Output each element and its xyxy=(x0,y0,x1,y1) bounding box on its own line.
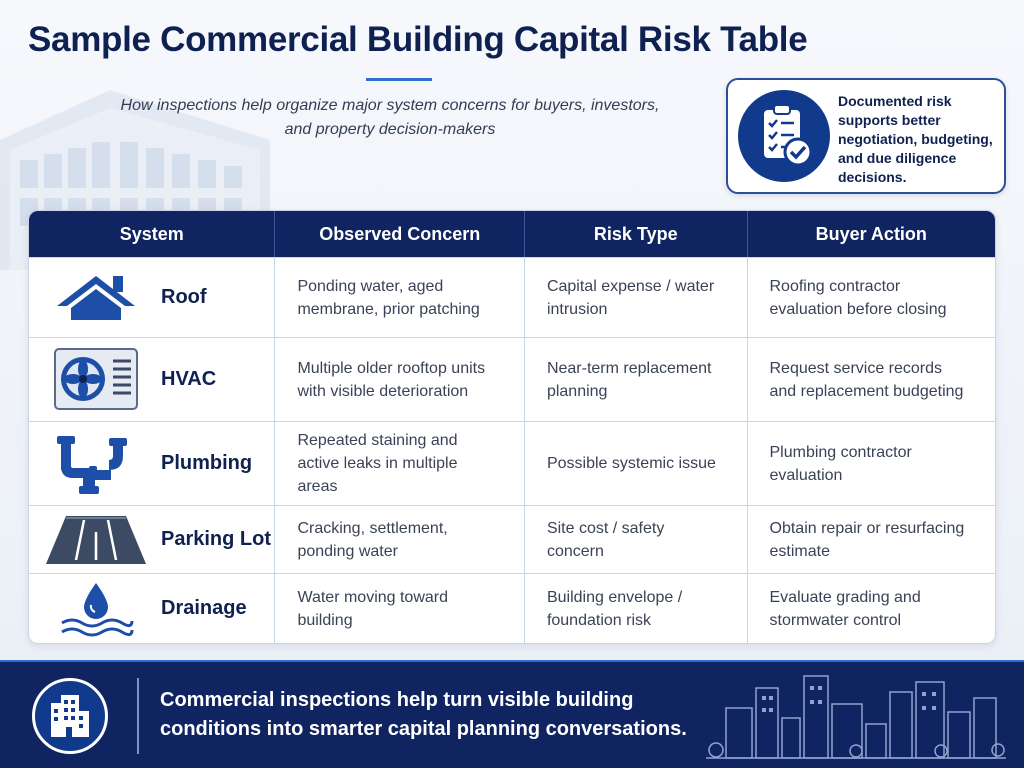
clipboard-checklist-icon xyxy=(738,90,830,182)
table-row xyxy=(29,337,995,421)
parking-lot-icon xyxy=(41,508,151,572)
table-row xyxy=(29,421,995,505)
header-observed-concern: Observed Concern xyxy=(275,211,524,257)
table-row xyxy=(29,573,995,643)
observed-concern: Repeated staining and active leaks in multiple areas xyxy=(275,422,525,505)
header-system: System xyxy=(29,211,275,257)
page-title: Sample Commercial Building Capital Risk Table xyxy=(28,20,808,59)
footer-banner xyxy=(0,660,1024,768)
title-underline xyxy=(366,78,432,81)
table-row xyxy=(29,257,995,337)
system-name: Roof xyxy=(161,286,207,308)
system-name: HVAC xyxy=(161,368,217,390)
observed-concern: Water moving toward building xyxy=(275,574,525,643)
roof-icon xyxy=(41,266,151,330)
hvac-unit-icon xyxy=(41,348,151,412)
risk-type: Near-term replacement planning xyxy=(525,338,748,421)
system-name: Parking Lot xyxy=(161,528,272,550)
city-skyline-icon xyxy=(706,668,1006,766)
observed-concern: Ponding water, aged membrane, prior patching xyxy=(275,258,525,337)
observed-concern: Multiple older rooftop units with visible deterioration xyxy=(275,338,525,421)
header-buyer-action: Buyer Action xyxy=(815,223,927,244)
risk-type: Capital expense / water intrusion xyxy=(525,258,748,337)
footer-text: Commercial inspections help turn visible building conditions into smarter capital planning conversations. xyxy=(160,689,687,740)
risk-type: Building envelope / foundation risk xyxy=(525,574,748,643)
footer-divider xyxy=(137,678,139,754)
header-risk-type: Risk Type xyxy=(525,211,748,257)
water-drop-icon xyxy=(41,577,151,641)
page-subtitle: How inspections help organize major system concerns for buyers, investors, and property decision-makers xyxy=(120,97,660,138)
system-name: Plumbing xyxy=(161,452,253,474)
system-name: Drainage xyxy=(161,597,247,619)
buyer-action: Request service records and replacement budgeting xyxy=(769,359,964,400)
pipe-icon xyxy=(41,432,151,496)
callout-box xyxy=(726,78,1006,194)
buyer-action: Plumbing contractor evaluation xyxy=(769,443,912,484)
buyer-action: Roofing contractor evaluation before closing xyxy=(769,277,947,318)
risk-type: Site cost / safety concern xyxy=(525,506,748,573)
risk-type: Possible systemic issue xyxy=(525,422,748,505)
risk-table xyxy=(28,210,996,644)
office-building-icon xyxy=(32,678,108,754)
observed-concern: Cracking, settlement, ponding water xyxy=(275,506,525,573)
callout-text: Documented risk supports better negotiation, budgeting, and due diligence decisions. xyxy=(838,93,993,185)
buyer-action: Obtain repair or resurfacing estimate xyxy=(769,519,965,560)
table-header xyxy=(29,211,995,257)
buyer-action: Evaluate grading and stormwater control xyxy=(769,588,921,629)
table-row xyxy=(29,505,995,573)
